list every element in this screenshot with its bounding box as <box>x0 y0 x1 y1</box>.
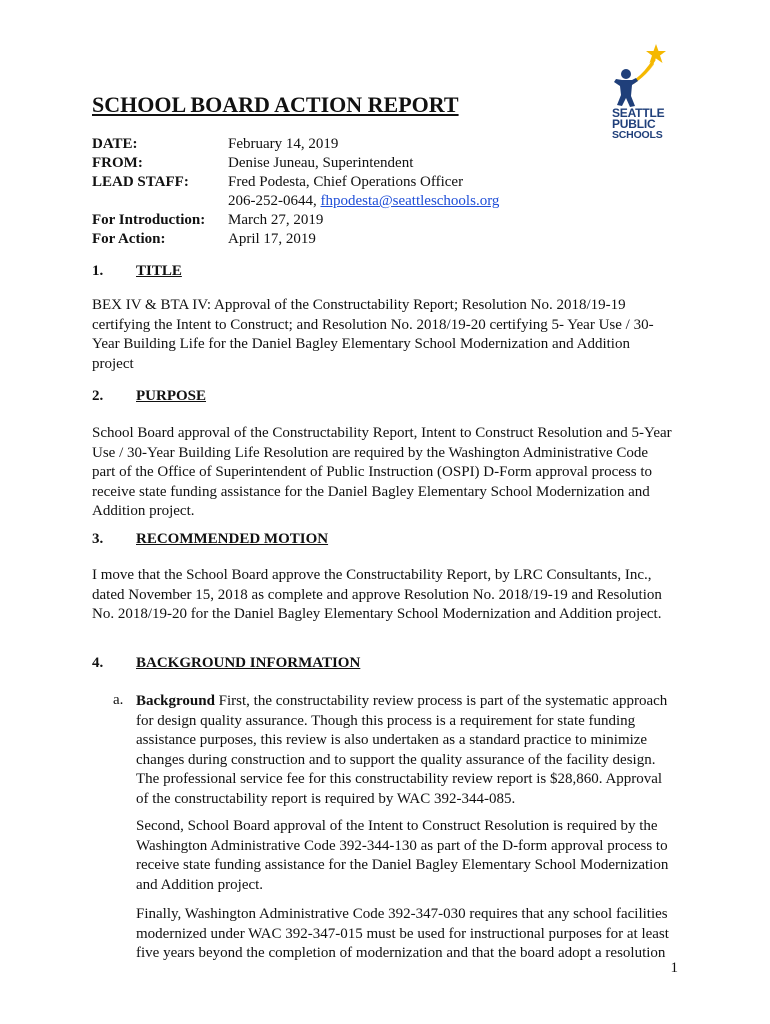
paragraph-line: No. 2018/19-20 for the Daniel Bagley Elementary School Modernization and Addition project. <box>92 606 662 622</box>
paragraph-line: receive state funding assistance for the Daniel Bagley Elementary School Modernization <box>136 857 669 873</box>
paragraph-line: for design quality assurance. Though this process is a requirement for state funding <box>136 712 636 729</box>
background-paragraph-1 <box>136 692 667 809</box>
paragraph-line: assistance purposes, this review is also undertaken as a standard practice to minimize <box>136 732 648 748</box>
paragraph-line: certifying the Intent to Construct; and Resolution No. 2018/19-20 certifying 5- Year Use / 30- <box>92 316 654 333</box>
purpose-paragraph <box>92 424 672 522</box>
page-title: SCHOOL BOARD ACTION REPORT <box>92 92 459 117</box>
paragraph-line: of the constructability report is required by WAC 392-344-085. <box>136 790 516 807</box>
meta-label: LEAD STAFF: <box>92 174 189 190</box>
paragraph-line: five years beyond the completion of modernization and that the board adopt a resolution <box>136 945 666 961</box>
background-lead: Background <box>136 693 215 709</box>
section-number: 4. <box>92 655 104 671</box>
section-number: 3. <box>92 531 104 547</box>
paragraph-line: Year Building Life for the Daniel Bagley Elementary School Modernization and Addition <box>92 336 630 352</box>
logo-text-line-1: SEATTLE <box>612 106 665 120</box>
paragraph-line: I move that the School Board approve the Constructability Report, by LRC Consultants, Inc., <box>92 567 652 583</box>
title-paragraph <box>92 296 654 374</box>
logo-text-line-2: PUBLIC <box>612 117 656 131</box>
page-number: 1 <box>670 960 678 976</box>
paragraph-line: receive state funding assistance for the Daniel Bagley Elementary School Modernization and <box>92 483 650 500</box>
paragraph-line: BEX IV & BTA IV: Approval of the Constructability Report; Resolution No. 2018/19-19 <box>92 297 626 313</box>
seattle-public-schools-logo <box>608 40 670 144</box>
paragraph-line: Washington Administrative Code 392-344-130 as part of the D-form approval process to <box>136 837 668 854</box>
meta-label: For Introduction: <box>92 212 206 228</box>
paragraph-line: project <box>92 355 134 372</box>
background-paragraph-2 <box>136 817 668 895</box>
paragraph-line: School Board approval of the Constructability Report, Intent to Construct Resolution and 5-Year <box>92 425 672 441</box>
paragraph-line: Second, School Board approval of the Intent to Construct Resolution is required by the <box>136 818 658 834</box>
paragraph-line: Use / 30-Year Building Life Resolution are required by the Washington Administrative Code <box>92 444 649 461</box>
paragraph-line <box>136 692 667 712</box>
meta-value: February 14, 2019 <box>228 136 339 152</box>
motion-paragraph <box>92 566 662 625</box>
meta-label: DATE: <box>92 136 138 152</box>
paragraph-line: part of the Office of Superintendent of Public Instruction (OSPI) D-Form approval process to <box>92 464 653 480</box>
paragraph-line: Finally, Washington Administrative Code 392-347-030 requires that any school facilities <box>136 906 668 922</box>
background-paragraph-3 <box>136 905 669 964</box>
meta-value <box>228 192 499 211</box>
star-figure-logo-icon <box>608 40 670 112</box>
logo-text-line-3: SCHOOLS <box>612 129 663 141</box>
section-number: 1. <box>92 263 104 279</box>
section-heading-background: BACKGROUND INFORMATION <box>136 655 361 671</box>
meta-value: Fred Podesta, Chief Operations Officer <box>228 174 464 190</box>
paragraph-line: The professional service fee for this constructability review report is $28,860. Approval <box>136 771 663 787</box>
phone-number: 206-252-0644, <box>228 193 321 209</box>
paragraph-line: changes during construction and to support the quality assurance of the facility design. <box>136 751 656 768</box>
email-link[interactable]: fhpodesta@seattleschools.org <box>320 193 500 209</box>
paragraph-line: Addition project. <box>92 503 195 519</box>
section-heading-motion: RECOMMENDED MOTION <box>136 531 329 547</box>
meta-label: For Action: <box>92 231 166 247</box>
meta-value: Denise Juneau, Superintendent <box>228 155 414 171</box>
section-heading-purpose: PURPOSE <box>136 388 207 404</box>
section-number: 2. <box>92 388 104 404</box>
meta-label: FROM: <box>92 155 143 171</box>
meta-value: April 17, 2019 <box>228 231 316 247</box>
meta-value: March 27, 2019 <box>228 212 324 228</box>
paragraph-line: modernized under WAC 392-347-015 must be used for instructional purposes for at least <box>136 925 669 942</box>
paragraph-line: dated November 15, 2018 as complete and approve Resolution No. 2018/19-19 and Resolution <box>92 586 662 603</box>
paragraph-line: and Addition project. <box>136 876 264 893</box>
list-marker: a. <box>113 692 124 708</box>
section-heading-title: TITLE <box>136 263 182 279</box>
background-first-line: First, the constructability review process is part of the systematic approach <box>214 693 668 709</box>
